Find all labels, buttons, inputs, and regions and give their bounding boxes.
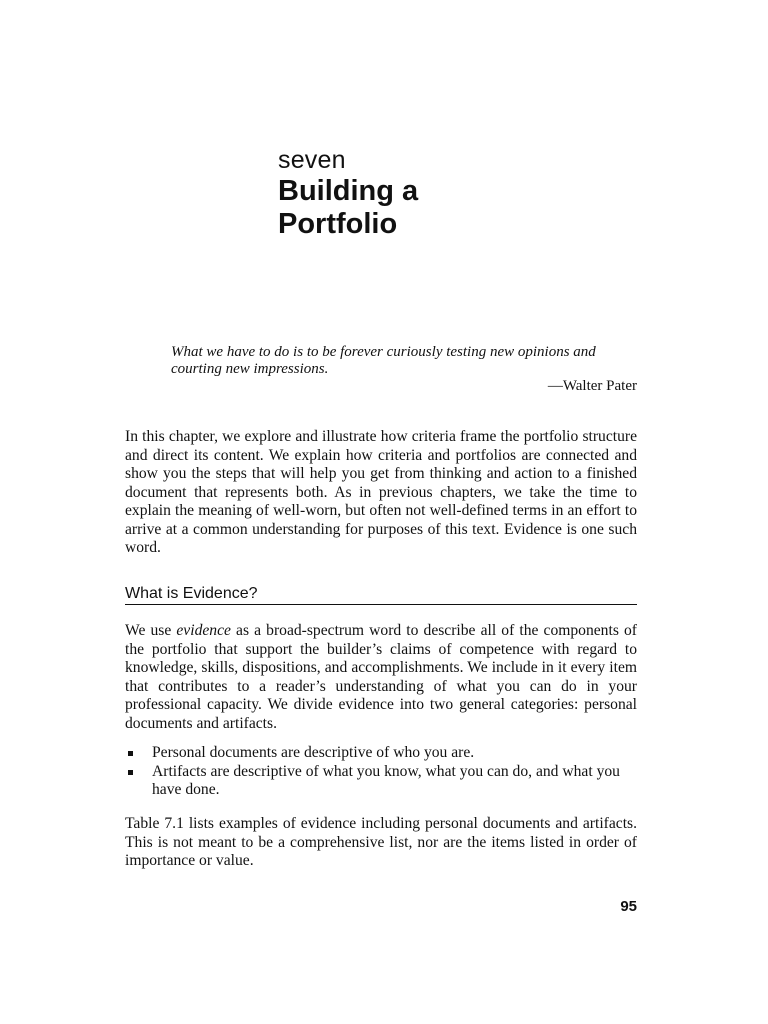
table-reference-paragraph: Table 7.1 lists examples of evidence including personal documents and artifacts. This is not meant to be a comprehensive list, nor are the items listed in order of importance or value. [125,815,637,869]
intro-paragraph: In this chapter, we explore and illustrate how criteria frame the portfolio structure and direct its content. We explain how criteria and portfolios are connected and show you the steps that will help you get from thinking and action to a finished document that represents both. As in previous chapters, we take the time to explain the meaning of well-worn, but often not well-defined terms in an effort to arrive at a common understanding for purposes of this text. Evidence is one such word. [125,428,637,556]
chapter-heading [278,146,418,241]
paragraph-body: as a broad-spectrum word to describe all of the components of the portfolio that support the builder’s claims of competence with regard to knowledge, skills, dispositions, and accomplishments. We include in it every item that contributes to a reader’s understanding of what you can do in your professional capacity. We divide evidence into two general categories: personal documents and artifacts. [125,622,637,732]
square-bullet-icon [128,770,133,775]
list-item [125,744,637,763]
page-number: 95 [620,898,637,915]
square-bullet-icon [128,751,133,756]
epigraph-quote: What we have to do is to be forever curiously testing new opinions and courting new impressions. [171,344,596,377]
chapter-title [278,175,418,241]
epigraph-attribution: —Walter Pater [547,378,637,394]
list-item [125,763,637,800]
chapter-title-line-2: Portfolio [278,208,398,240]
emphasized-term: evidence [176,622,231,639]
list-item-text: Artifacts are descriptive of what you know, what you can do, and what you have done. [152,762,620,798]
evidence-category-list [125,744,637,800]
section-heading: What is Evidence? [125,584,637,605]
evidence-definition-paragraph [125,622,637,733]
paragraph-lead: We use [125,622,177,639]
list-item-text: Personal documents are descriptive of who you are. [152,744,475,761]
epigraph [171,344,637,395]
chapter-title-line-1: Building a [278,175,419,207]
chapter-number: seven [278,146,346,174]
